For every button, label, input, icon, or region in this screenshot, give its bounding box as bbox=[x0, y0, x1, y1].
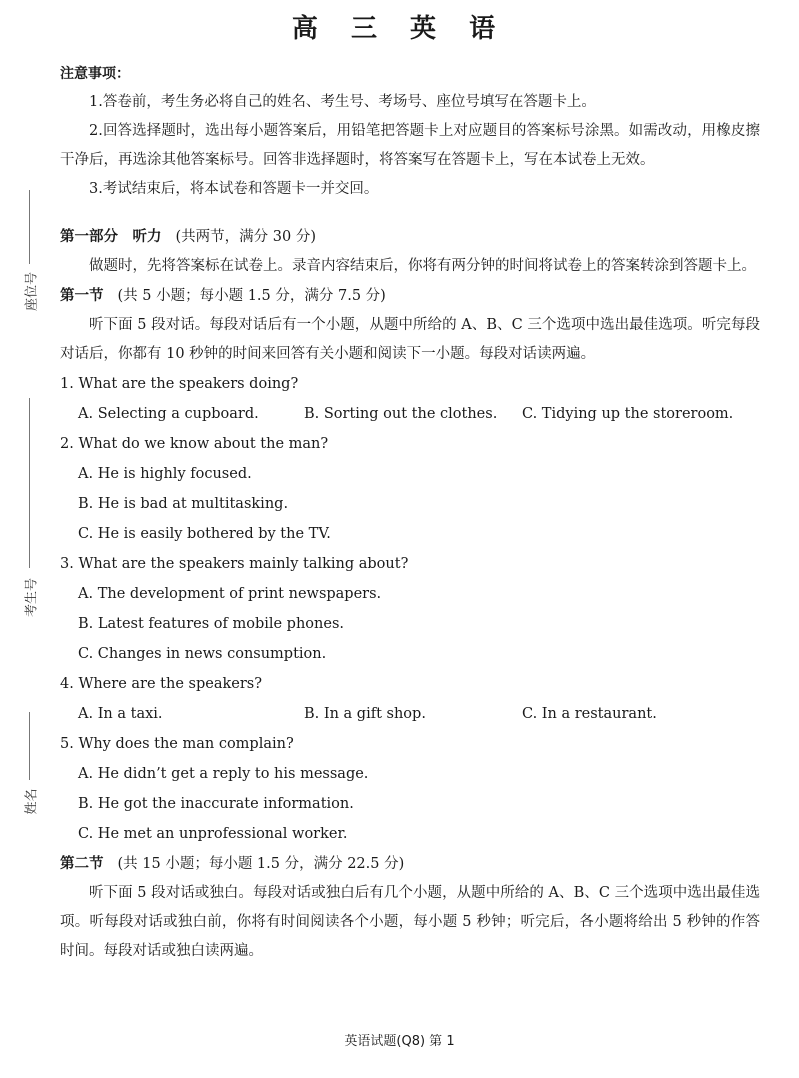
option: A. The development of print newspapers. bbox=[78, 586, 382, 602]
option: B. In a gift shop. bbox=[304, 706, 426, 722]
option: B. He got the inaccurate information. bbox=[78, 796, 354, 812]
section1-heading bbox=[60, 281, 760, 311]
option: C. He met an unprofessional worker. bbox=[78, 826, 348, 842]
question-3: 3. What are the speakers mainly talking about? bbox=[60, 556, 409, 572]
part1-title: 第一部分 听力 bbox=[60, 229, 162, 245]
option: C. In a restaurant. bbox=[522, 706, 657, 722]
name-line bbox=[29, 712, 30, 780]
question-4-options bbox=[78, 699, 760, 729]
option: C. Tidying up the storeroom. bbox=[522, 406, 734, 422]
section2-note: (共 15 小题；每小题 1.5 分，满分 22.5 分) bbox=[117, 856, 405, 872]
page-footer: 英语试题(Q8) 第 1 bbox=[344, 1034, 455, 1049]
option: C. Changes in news consumption. bbox=[78, 646, 327, 662]
exam-content bbox=[60, 64, 760, 966]
question-1-options bbox=[78, 399, 760, 429]
notice-item-3: 3.考试结束后，将本试卷和答题卡一并交回。 bbox=[89, 181, 379, 197]
option: B. He is bad at multitasking. bbox=[78, 496, 289, 512]
option: B. Sorting out the clothes. bbox=[304, 406, 498, 422]
notice-item-2: 2.回答选择题时，选出每小题答案后，用铅笔把答题卡上对应题目的答案标号涂黑。如需改动，用橡皮擦干净后，再选涂其他答案标号。回答非选择题时，将答案写在答题卡上，写在本试卷上无效。 bbox=[60, 123, 760, 168]
option: A. He is highly focused. bbox=[78, 466, 252, 482]
side-exam-no bbox=[20, 398, 40, 628]
notice-heading: 注意事项： bbox=[60, 66, 130, 82]
option: B. Latest features of mobile phones. bbox=[78, 616, 345, 632]
exam-no-line bbox=[29, 398, 30, 568]
question-1: 1. What are the speakers doing? bbox=[60, 376, 299, 392]
side-seat bbox=[20, 190, 40, 330]
notice-item-1: 1.答卷前，考生务必将自己的姓名、考生号、考场号、座位号填写在答题卡上。 bbox=[89, 94, 596, 110]
section2-heading bbox=[60, 849, 760, 879]
name-label: 姓名 bbox=[24, 788, 40, 815]
seat-label: 座位号 bbox=[24, 272, 40, 312]
exam-no-label: 考生号 bbox=[24, 578, 40, 618]
option: A. In a taxi. bbox=[78, 706, 163, 722]
option: A. Selecting a cupboard. bbox=[78, 406, 259, 422]
question-2: 2. What do we know about the man? bbox=[60, 436, 329, 452]
question-5: 5. Why does the man complain? bbox=[60, 736, 294, 752]
option: A. He didn’t get a reply to his message. bbox=[78, 766, 369, 782]
page-title: 高 三 英 语 bbox=[291, 14, 508, 44]
section2-instruction: 听下面 5 段对话或独白。每段对话或独白后有几个小题，从题中所给的 A、B、C 三个选项中选出最佳选项。听每段对话或独白前，你将有时间阅读各个小题，每小题 5 秒钟；听完后，各小题将给出 5 秒钟的作答时间。每段对话或独白读两遍。 bbox=[60, 885, 760, 959]
section1-instruction: 听下面 5 段对话。每段对话后有一个小题，从题中所给的 A、B、C 三个选项中选出最佳选项。听完每段对话后，你都有 10 秒钟的时间来回答有关小题和阅读下一小题。每段对话读两遍。 bbox=[60, 317, 760, 362]
section2-title: 第二节 bbox=[60, 856, 104, 872]
section1-title: 第一节 bbox=[60, 288, 104, 304]
part1-heading bbox=[60, 222, 760, 252]
question-4: 4. Where are the speakers? bbox=[60, 676, 262, 692]
option: C. He is easily bothered by the TV. bbox=[78, 526, 331, 542]
seat-line bbox=[29, 190, 30, 264]
part1-instruction: 做题时，先将答案标在试卷上。录音内容结束后，你将有两分钟的时间将试卷上的答案转涂到答题卡上。 bbox=[89, 258, 756, 274]
section1-note: (共 5 小题；每小题 1.5 分，满分 7.5 分) bbox=[117, 288, 386, 304]
side-name bbox=[20, 712, 40, 822]
part1-note: (共两节，满分 30 分) bbox=[175, 229, 316, 245]
